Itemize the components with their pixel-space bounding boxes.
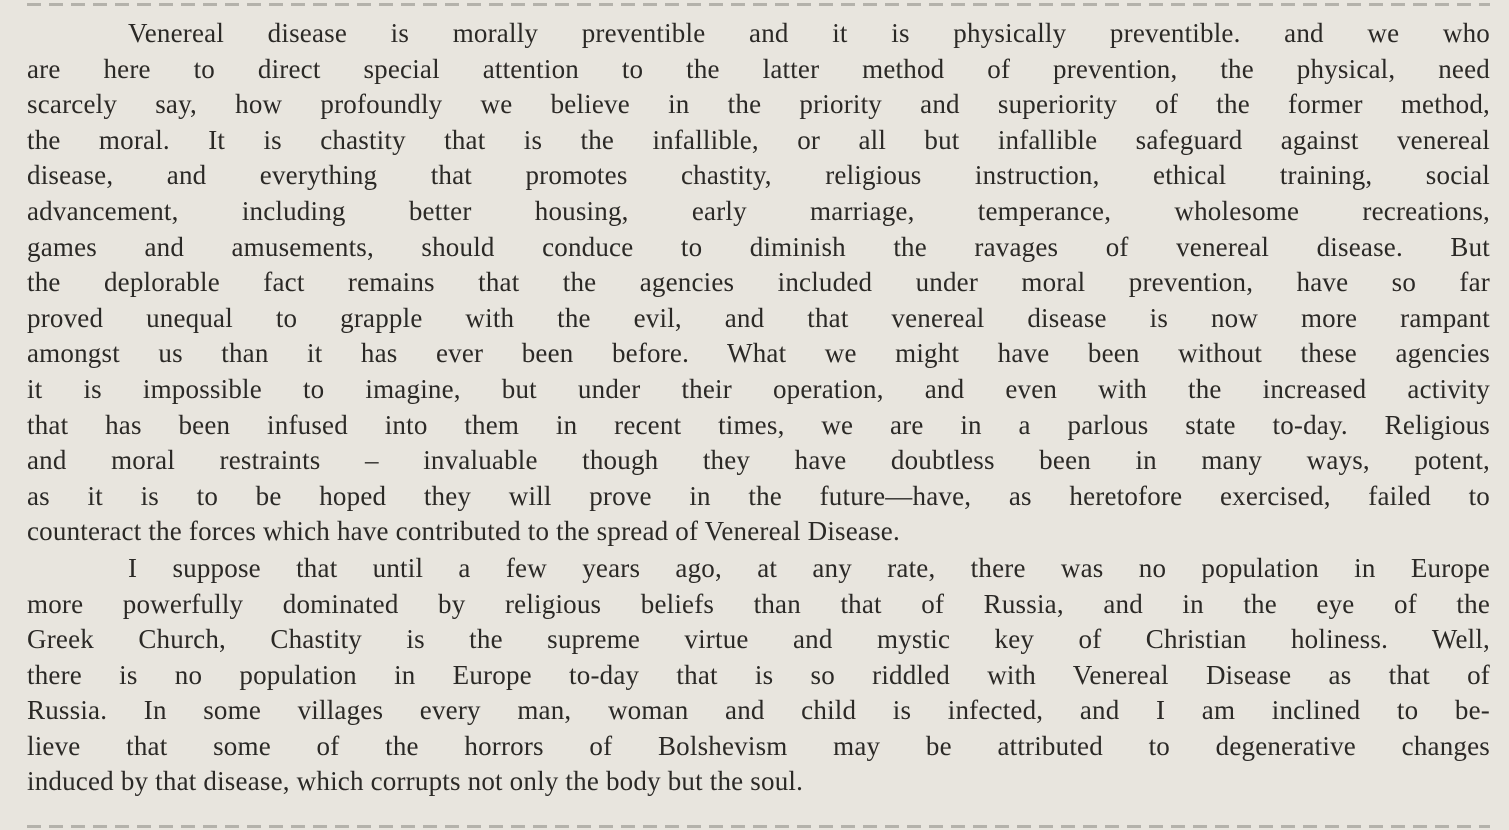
text-line: advancement, including better housing, early marriage, temperance, wholesome recreations, xyxy=(27,195,1490,226)
text-line: lieve that some of the horrors of Bolshevism may be attributed to degenerative changes xyxy=(27,730,1490,761)
text-line: counteract the forces which have contributed to the spread of Venereal Disease. xyxy=(27,516,900,547)
text-line: are here to direct special attention to the latter method of prevention, the physical, need xyxy=(27,53,1490,84)
text-line: disease, and everything that promotes chastity, religious instruction, ethical training, social xyxy=(27,160,1490,191)
text-line: there is no population in Europe to-day that is so riddled with Venereal Disease as that of xyxy=(27,659,1490,690)
document-page xyxy=(27,16,1490,800)
text-line: Greek Church, Chastity is the supreme virtue and mystic key of Christian holiness. Well, xyxy=(27,624,1490,655)
text-line: amongst us than it has ever been before. What we might have been without these agencies xyxy=(27,338,1490,369)
text-line: and moral restraints – invaluable though they have doubtless been in many ways, potent, xyxy=(27,445,1490,476)
text-line: proved unequal to grapple with the evil, and that venereal disease is now more rampant xyxy=(27,302,1490,333)
text-line: scarcely say, how profoundly we believe in the priority and superiority of the former method, xyxy=(27,89,1490,120)
text-line: Venereal disease is morally preventible and it is physically preventible. and we who xyxy=(128,18,1490,48)
text-line: that has been infused into them in recent times, we are in a parlous state to-day. Religious xyxy=(27,409,1490,440)
text-line: games and amusements, should conduce to diminish the ravages of venereal disease. But xyxy=(27,231,1490,262)
cropped-next-line xyxy=(27,822,1490,830)
text-line: it is impossible to imagine, but under their operation, and even with the increased activity xyxy=(27,373,1490,404)
paragraph-2 xyxy=(27,551,1490,800)
text-line: as it is to be hoped they will prove in the future—have, as heretofore exercised, failed to xyxy=(27,480,1490,511)
cropped-previous-line xyxy=(27,0,1490,8)
text-line: I suppose that until a few years ago, at any rate, there was no population in Europe xyxy=(128,552,1490,583)
paragraph-1 xyxy=(27,16,1490,550)
text-line: more powerfully dominated by religious beliefs than that of Russia, and in the eye of the xyxy=(27,588,1490,619)
text-line: the moral. It is chastity that is the infallible, or all but infallible safeguard against venereal xyxy=(27,124,1490,155)
text-line: Russia. In some villages every man, woman and child is infected, and I am inclined to be- xyxy=(27,695,1490,726)
text-line: induced by that disease, which corrupts not only the body but the soul. xyxy=(27,766,804,797)
text-line: the deplorable fact remains that the agencies included under moral prevention, have so far xyxy=(27,267,1490,298)
